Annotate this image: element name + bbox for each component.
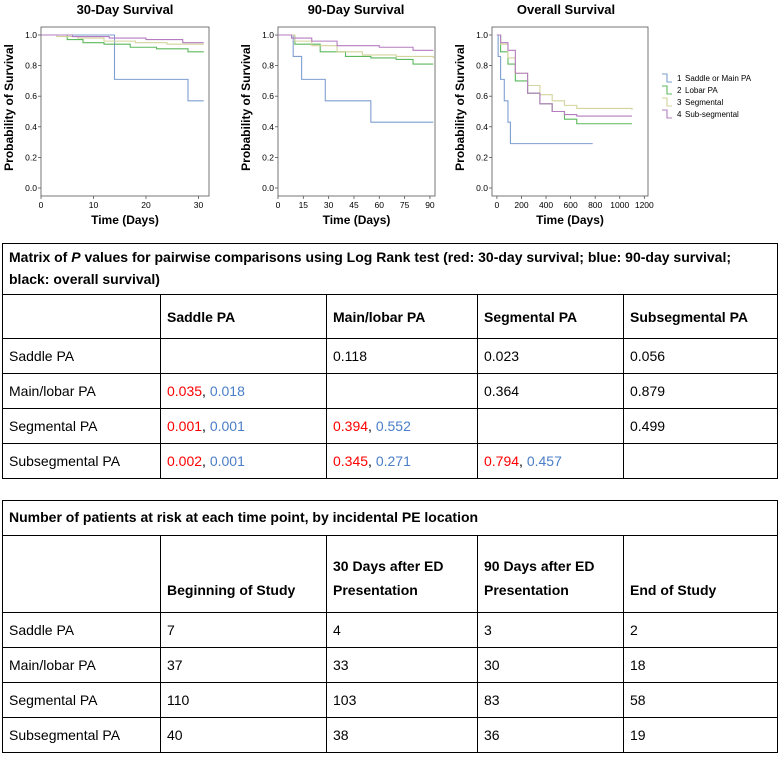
y-tick-label: 0.6 [25, 91, 37, 102]
x-tick-label: 75 [399, 200, 410, 210]
x-tick-label: 400 [538, 200, 554, 210]
pvalue-header-cell: Subsegmental PA [624, 295, 778, 339]
pvalue-overall: 0.879 [630, 383, 666, 399]
risk-row-label: Main/lobar PA [3, 648, 161, 683]
pvalue-cell: 0.794, 0.457 [478, 444, 624, 479]
legend-label: Lobar PA [685, 86, 718, 95]
pvalue-header-cell [3, 295, 161, 339]
pvalue-cell [478, 339, 624, 374]
risk-value-cell: 83 [478, 683, 624, 718]
risk-table-caption: Number of patients at risk at each time point, by incidental PE location [3, 501, 778, 536]
legend-number: 1 [677, 74, 682, 83]
y-tick-label: 0.0 [25, 183, 37, 193]
x-tick-label: 1000 [610, 200, 630, 210]
risk-value-cell: 4 [327, 613, 478, 648]
chart-90-day-survival [228, 0, 453, 240]
risk-value-cell: 58 [624, 683, 778, 718]
risk-value-cell: 3 [478, 613, 624, 648]
risk-header-cell: 90 Days after ED Presentation [478, 536, 624, 613]
y-tick-label: 0.4 [25, 121, 37, 132]
x-tick-label: 45 [349, 200, 359, 210]
y-axis-label: Probability of Survival [239, 44, 253, 171]
legend-number: 2 [677, 86, 682, 95]
risk-table-caption-row [3, 501, 778, 536]
y-tick-label: 0.2 [262, 152, 274, 163]
y-tick-label: 0.8 [262, 60, 274, 71]
chart-30-day-survival [0, 0, 225, 240]
risk-value-cell: 33 [327, 648, 478, 683]
y-tick-label: 0.6 [262, 91, 274, 102]
y-tick-label: 0.0 [262, 183, 274, 193]
x-tick-label: 60 [374, 200, 385, 210]
x-tick-label: 30 [193, 200, 204, 210]
risk-value-cell: 36 [478, 718, 624, 753]
pvalue-90-day: 0.018 [209, 383, 245, 399]
x-tick-label: 90 [425, 200, 435, 210]
pvalue-row-label: Main/lobar PA [3, 374, 161, 409]
x-tick-label: 1200 [634, 200, 654, 210]
x-tick-label: 0 [275, 200, 281, 210]
pvalue-table-row [3, 374, 778, 409]
survival-curve-saddle-or-main-pa [497, 35, 593, 144]
chart-overall-survival-svg [453, 0, 779, 240]
pvalue-caption-suffix: values for pairwise comparisons using Log Rank test (red: 30-day survival; blue: 90-day survival; black: overall survival) [9, 249, 732, 287]
risk-value-cell: 103 [327, 683, 478, 718]
pvalue-90-day: 0.552 [375, 418, 411, 434]
risk-header-cell [3, 536, 161, 613]
pvalue-table-row [3, 339, 778, 374]
x-tick-label: 800 [588, 200, 603, 210]
x-tick-label: 0 [494, 200, 500, 210]
pvalue-header-cell: Segmental PA [478, 295, 624, 339]
pvalue-table-caption-row [3, 244, 778, 295]
pvalue-row-label: Segmental PA [3, 409, 161, 444]
pvalue-cell [327, 374, 478, 409]
risk-value-cell: 19 [624, 718, 778, 753]
risk-value-cell: 30 [478, 648, 624, 683]
legend-swatch [662, 110, 672, 118]
y-tick-label: 0.0 [476, 183, 488, 193]
x-tick-label: 10 [88, 200, 99, 210]
risk-header-cell: Beginning of Study [161, 536, 327, 613]
pvalue-cell: 0.002, 0.001 [161, 444, 327, 479]
risk-value-cell: 18 [624, 648, 778, 683]
plot-frame [41, 27, 209, 196]
pvalue-overall: 0.023 [484, 348, 520, 364]
pvalue-table-row [3, 444, 778, 479]
pvalue-table-header-row [3, 295, 778, 339]
pvalue-cell [624, 374, 778, 409]
pvalue-matrix-table [2, 243, 778, 479]
pvalue-cell [624, 339, 778, 374]
pvalue-overall: 0.056 [630, 348, 666, 364]
pvalue-cell: 0.345, 0.271 [327, 444, 478, 479]
pvalue-header-cell: Saddle PA [161, 295, 327, 339]
risk-value-cell: 38 [327, 718, 478, 753]
pvalue-30-day: 0.394 [333, 418, 369, 434]
y-axis-label: Probability of Survival [2, 44, 16, 171]
y-tick-label: 1.0 [25, 30, 37, 40]
pvalue-90-day: 0.271 [375, 453, 411, 469]
legend-number: 3 [677, 98, 682, 107]
x-axis-label: Time (Days) [322, 213, 391, 227]
risk-value-cell: 2 [624, 613, 778, 648]
pvalue-header-cell: Main/lobar PA [327, 295, 478, 339]
pvalue-30-day: 0.345 [333, 453, 369, 469]
pvalue-90-day: 0.001 [209, 418, 245, 434]
survival-curve-segmental [497, 35, 632, 110]
pvalue-cell [624, 409, 778, 444]
y-tick-label: 1.0 [262, 30, 274, 40]
survival-curve-lobar-pa [497, 35, 632, 124]
pvalue-30-day: 0.794 [484, 453, 520, 469]
pvalue-90-day: 0.457 [526, 453, 562, 469]
pvalue-overall: 0.364 [484, 383, 520, 399]
x-axis-label: Time (Days) [91, 213, 159, 227]
pvalue-cell [478, 374, 624, 409]
pvalue-cell [161, 339, 327, 374]
risk-value-cell: 40 [161, 718, 327, 753]
chart-title: 90-Day Survival [307, 2, 405, 17]
pvalue-caption-italic: P [71, 249, 81, 265]
y-tick-label: 0.4 [262, 121, 274, 132]
legend-label: Saddle or Main PA [685, 74, 752, 83]
pvalue-cell [327, 339, 478, 374]
chart-title: 30-Day Survival [76, 2, 174, 17]
risk-row-label: Segmental PA [3, 683, 161, 718]
pvalue-cell [624, 444, 778, 479]
x-tick-label: 200 [514, 200, 529, 210]
risk-header-cell: 30 Days after ED Presentation [327, 536, 478, 613]
pvalue-30-day: 0.001 [167, 418, 203, 434]
x-tick-label: 15 [298, 200, 309, 210]
y-axis-label: Probability of Survival [453, 44, 467, 171]
x-tick-label: 600 [563, 200, 578, 210]
pvalue-30-day: 0.035 [167, 383, 203, 399]
pvalue-cell [478, 409, 624, 444]
risk-value-cell: 7 [161, 613, 327, 648]
x-tick-label: 30 [323, 200, 334, 210]
pvalue-overall: 0.499 [630, 418, 666, 434]
risk-row-label: Subsegmental PA [3, 718, 161, 753]
y-tick-label: 0.8 [25, 60, 37, 71]
pvalue-table-row [3, 409, 778, 444]
pvalue-row-label: Subsegmental PA [3, 444, 161, 479]
risk-header-cell: End of Study [624, 536, 778, 613]
pvalue-90-day: 0.001 [209, 453, 245, 469]
y-tick-label: 0.2 [476, 152, 488, 163]
pvalue-row-label: Saddle PA [3, 339, 161, 374]
risk-table [2, 500, 778, 753]
y-tick-label: 0.8 [476, 60, 488, 71]
y-tick-label: 0.2 [25, 152, 37, 163]
risk-value-cell: 110 [161, 683, 327, 718]
x-tick-label: 20 [141, 200, 151, 210]
legend-label: Sub-segmental [685, 110, 739, 119]
risk-row-label: Saddle PA [3, 613, 161, 648]
legend-number: 4 [677, 110, 682, 119]
chart-90-day-survival-svg [228, 0, 453, 240]
y-tick-label: 1.0 [476, 30, 488, 40]
pvalue-table-caption [3, 244, 778, 295]
risk-table-row [3, 683, 778, 718]
pvalue-overall: 0.118 [333, 348, 367, 364]
legend-label: Segmental [685, 98, 724, 107]
legend-swatch [662, 86, 672, 94]
pvalue-cell: 0.001, 0.001 [161, 409, 327, 444]
legend-swatch [662, 98, 672, 106]
legend-swatch [662, 74, 672, 82]
y-tick-label: 0.6 [476, 91, 488, 102]
risk-table-row [3, 718, 778, 753]
pvalue-30-day: 0.002 [167, 453, 203, 469]
pvalue-cell: 0.035, 0.018 [161, 374, 327, 409]
pvalue-caption-prefix: Matrix of [9, 249, 72, 265]
pvalue-cell: 0.394, 0.552 [327, 409, 478, 444]
chart-overall-survival [453, 0, 779, 240]
risk-table-header-row [3, 536, 778, 613]
risk-value-cell: 37 [161, 648, 327, 683]
x-tick-label: 0 [38, 200, 44, 210]
chart-title: Overall Survival [516, 2, 616, 17]
chart-30-day-survival-svg [0, 0, 225, 240]
y-tick-label: 0.4 [476, 121, 488, 132]
survival-curve-sub-segmental [278, 35, 433, 50]
risk-table-row [3, 648, 778, 683]
survival-curve-saddle-or-main-pa [278, 35, 433, 122]
survival-curve-saddle-or-main-pa [41, 35, 204, 101]
risk-table-row [3, 613, 778, 648]
x-axis-label: Time (Days) [536, 213, 604, 227]
